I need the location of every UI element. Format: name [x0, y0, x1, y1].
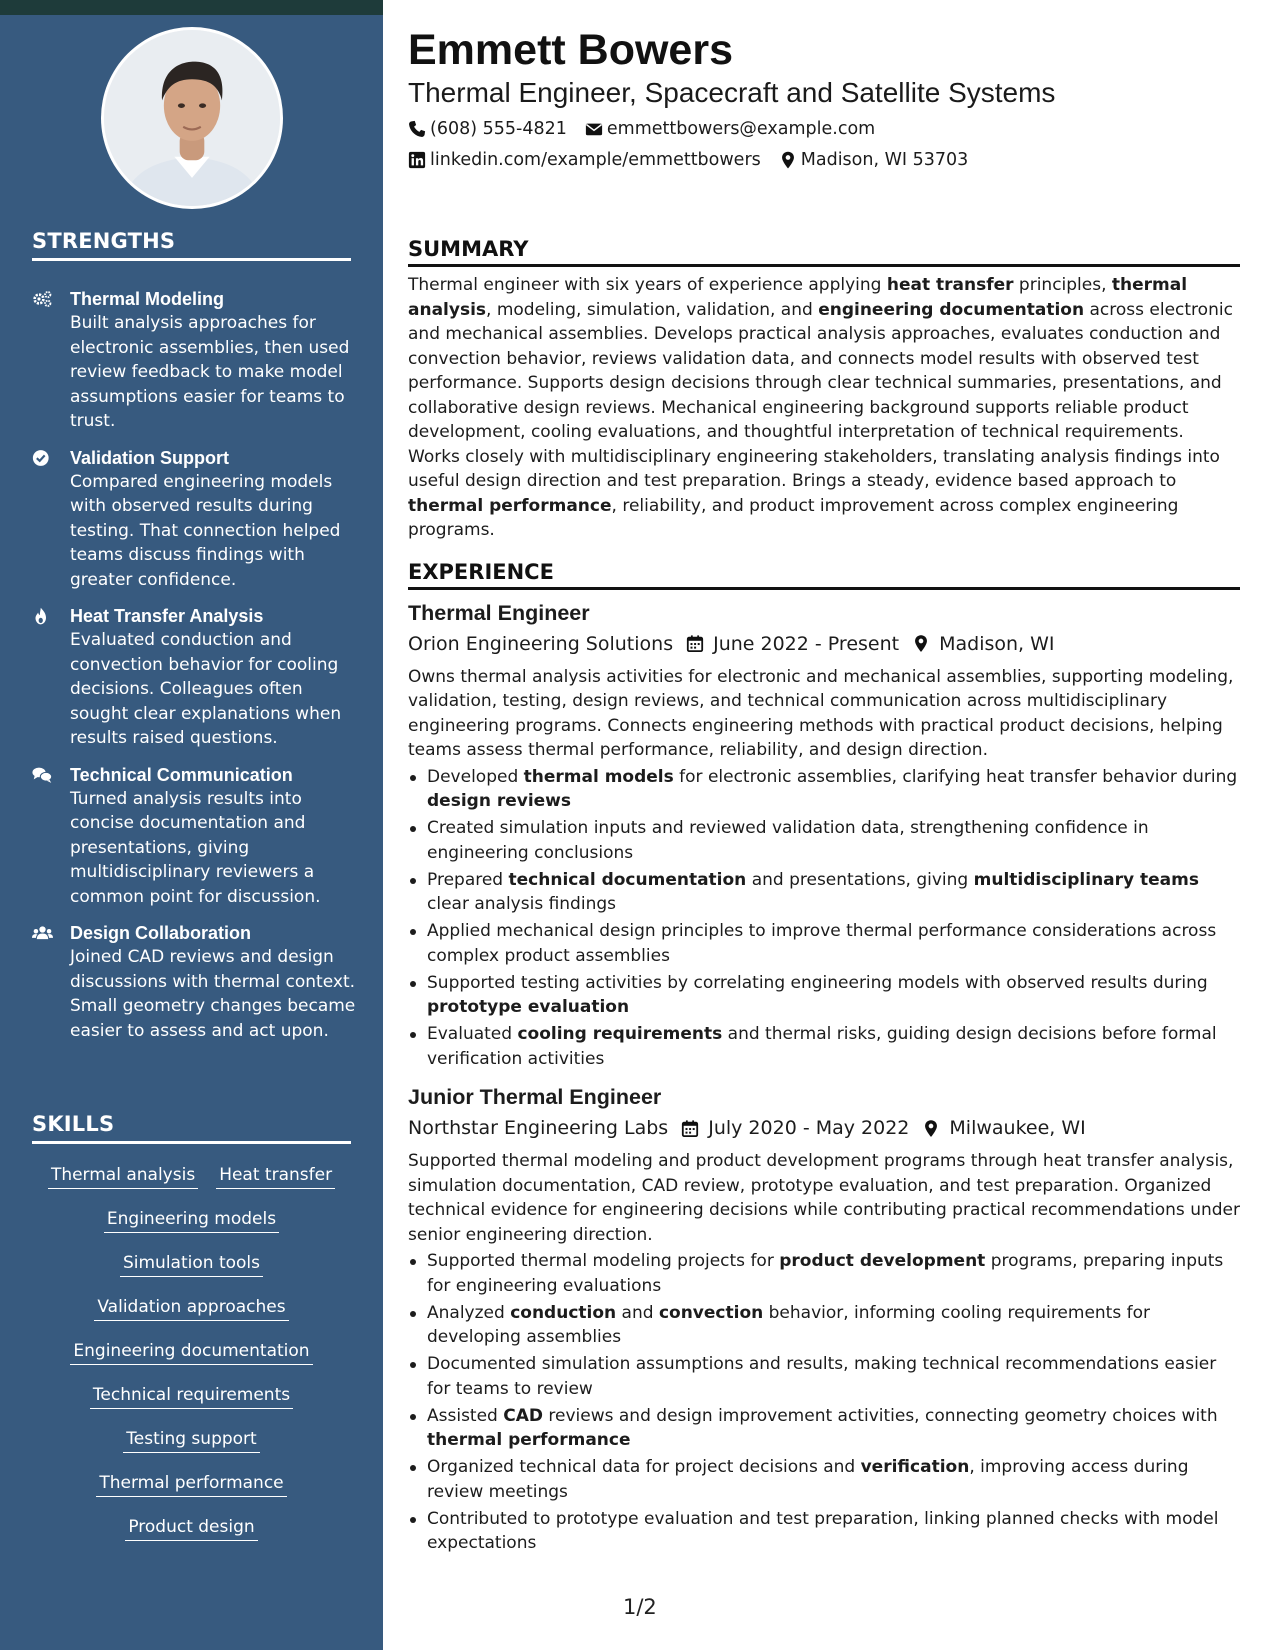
skill-tag: Engineering models — [104, 1207, 279, 1233]
candidate-title: Thermal Engineer, Spacecraft and Satellite Systems — [408, 77, 1056, 108]
skill-tag: Product design — [125, 1515, 257, 1541]
calendar-icon — [686, 634, 704, 653]
page-number: 1/2 — [623, 1595, 657, 1619]
bullet-item — [408, 919, 1240, 968]
job-company: Northstar Engineering Labs — [408, 1117, 669, 1139]
contact-row-2 — [408, 148, 1240, 172]
job-company: Orion Engineering Solutions — [408, 632, 674, 655]
bullet-item — [408, 1352, 1240, 1401]
bold-text: thermal analysis — [408, 275, 1188, 320]
job-meta — [408, 1114, 1240, 1142]
flame-icon — [32, 604, 70, 751]
bold-text: design reviews — [427, 791, 572, 811]
text-run: Created simulation inputs and reviewed validation data, strengthening confidence in engineering conclusions — [427, 818, 1149, 863]
strength-item — [32, 287, 357, 434]
contact-location: Madison, WI 53703 — [779, 148, 969, 172]
job-title: Thermal Engineer — [408, 600, 590, 625]
text-run: programs, preparing inputs for engineering evaluations — [427, 1251, 1224, 1296]
text-run: clear analysis findings — [427, 894, 616, 914]
contact-phone[interactable]: (608) 555-4821 — [408, 117, 567, 141]
map-pin-icon — [922, 1119, 940, 1138]
text-run: Assisted — [427, 1405, 504, 1426]
text-run: and thermal risks, guiding design decisions before formal verification activities — [427, 1024, 1217, 1069]
text-run: , improving access during review meetings — [427, 1457, 1189, 1502]
bullet-item — [408, 1301, 1240, 1350]
calendar-icon — [681, 1119, 699, 1138]
text-run: , modeling, simulation, validation, and — [486, 299, 819, 320]
text-run: Supported testing activities by correlating engineering models with observed results during — [427, 972, 1208, 993]
job-description: Supported thermal modeling and product development programs through heat transfer analysis, simulation documentation, CAD review, prototype evaluation, and test preparation. Organized technical evidence for engineering decisions while contributing practical recommendations under senior engineering direction. — [408, 1151, 1240, 1245]
bold-text: technical documentation — [508, 869, 747, 890]
text-run: Analyzed — [427, 1302, 511, 1323]
portrait-image — [104, 30, 280, 206]
text-run: for electronic assemblies, clarifying heat transfer behavior during — [673, 766, 1238, 787]
summary-text — [408, 273, 1240, 543]
skills-heading: SKILLS — [32, 1112, 351, 1144]
bold-text: heat transfer — [886, 275, 1014, 295]
text-run: across electronic and mechanical assemblies. Develops practical analysis approaches, evaluates conduction and convection behavior, reviews validation data, and connects model results with observed test performance. Supports design decisions through clear technical summaries, presentations, and collaborative design reviews. Mechanical engineering background supports reliable product development, cooling evaluations, and thoughtful interpretation of technical requirements. Works closely with multidisciplinary engineering stakeholders, translating analysis findings into useful design direction and test preparation. Brings a steady, evidence based approach to — [408, 299, 1233, 491]
strength-title: Heat Transfer Analysis — [70, 606, 264, 626]
text-run: principles, — [1013, 275, 1112, 295]
skill-tag: Technical requirements — [90, 1383, 293, 1409]
bullet-item — [408, 1404, 1240, 1453]
contact-linkedin[interactable]: linkedin.com/example/emmettbowers — [408, 148, 761, 172]
bullet-item — [408, 1249, 1240, 1298]
strengths-list — [32, 287, 357, 1055]
strength-item — [32, 604, 357, 751]
skill-tag: Validation approaches — [94, 1295, 288, 1321]
skill-tag: Engineering documentation — [70, 1339, 312, 1365]
strength-desc: Built analysis approaches for electronic assemblies, then used review feedback to make model assumptions easier for teams to trust. — [70, 313, 350, 431]
skill-tag: Thermal analysis — [48, 1163, 198, 1189]
text-run: Evaluated — [427, 1024, 518, 1044]
bullet-item — [408, 1455, 1240, 1504]
strength-item — [32, 763, 357, 910]
text-run: , reliability, and product improvement across complex engineering programs. — [408, 495, 1179, 540]
phone-icon — [408, 120, 426, 138]
gears-icon — [32, 287, 70, 434]
job-location: Milwaukee, WI — [949, 1117, 1086, 1139]
text-run: and — [616, 1302, 659, 1323]
strength-item — [32, 446, 357, 593]
users-icon — [32, 921, 70, 1043]
envelope-icon — [585, 120, 603, 138]
bold-text: prototype evaluation — [427, 997, 630, 1017]
bullet-item — [408, 1022, 1240, 1071]
text-run: Contributed to prototype evaluation and test preparation, linking planned checks with model expectations — [427, 1508, 1219, 1553]
check-circle-icon — [32, 446, 70, 593]
bullet-item — [408, 765, 1240, 814]
contact-row-1 — [408, 117, 1240, 141]
strength-title: Thermal Modeling — [70, 289, 225, 309]
strength-title: Technical Communication — [70, 764, 293, 785]
strengths-heading: STRENGTHS — [32, 229, 351, 261]
job-entry — [408, 599, 1240, 1072]
bold-text: thermal models — [523, 766, 674, 787]
text-run: Supported thermal modeling projects for — [427, 1251, 780, 1271]
skills-list — [32, 1163, 351, 1541]
sidebar — [0, 15, 383, 1650]
bullet-item — [408, 971, 1240, 1020]
summary-heading: SUMMARY — [408, 235, 1240, 267]
text-run: behavior, informing cooling requirements for developing assemblies — [427, 1302, 1150, 1347]
bold-text: thermal performance — [408, 495, 612, 516]
text-run: Applied mechanical design principles to improve thermal performance considerations across complex product assemblies — [427, 921, 1217, 966]
bullet-item — [408, 816, 1240, 865]
comments-icon — [32, 763, 70, 910]
text-run: Thermal engineer with six years of experience applying — [408, 275, 887, 295]
text-run: Prepared — [427, 869, 509, 890]
strength-desc: Joined CAD reviews and design discussions with thermal context. Small geometry changes became easier to assess and act upon. — [70, 947, 356, 1041]
job-meta — [408, 630, 1240, 658]
job-bullets — [408, 1249, 1240, 1556]
job-title: Junior Thermal Engineer — [408, 1085, 662, 1109]
skill-tag: Simulation tools — [120, 1251, 263, 1277]
experience-heading: EXPERIENCE — [408, 558, 1240, 590]
profile-photo — [101, 27, 283, 209]
bullet-item — [408, 1507, 1240, 1556]
strength-desc: Compared engineering models with observed results during testing. That connection helped teams discuss findings with greater confidence. — [70, 471, 341, 590]
bold-text: product development — [779, 1251, 986, 1271]
job-entry — [408, 1083, 1240, 1556]
strength-title: Design Collaboration — [70, 923, 252, 943]
skill-tag: Testing support — [123, 1427, 259, 1453]
map-pin-icon — [912, 634, 930, 653]
strength-item — [32, 921, 357, 1043]
job-dates: July 2020 - May 2022 — [708, 1117, 910, 1139]
bold-text: CAD — [503, 1405, 543, 1426]
strength-title: Validation Support — [70, 447, 230, 468]
text-run: Documented simulation assumptions and results, making technical recommendations easier for teams to review — [427, 1354, 1217, 1399]
job-location: Madison, WI — [939, 632, 1055, 655]
bold-text: engineering documentation — [818, 299, 1085, 320]
skill-tag: Heat transfer — [216, 1163, 335, 1189]
job-bullets — [408, 765, 1240, 1072]
bold-text: cooling requirements — [517, 1024, 723, 1044]
skill-tag: Thermal performance — [96, 1471, 286, 1497]
text-run: and presentations, giving — [746, 869, 974, 890]
bold-text: multidisciplinary teams — [973, 869, 1199, 890]
job-description: Owns thermal analysis activities for electronic and mechanical assemblies, supporting modeling, validation, testing, design reviews, and technical communication across multidisciplinary engineering programs. Connects engineering methods with practical product decisions, helping teams assess thermal performance, reliability, and design direction. — [408, 666, 1234, 760]
contact-email[interactable]: emmettbowers@example.com — [585, 117, 875, 141]
linkedin-icon — [408, 151, 426, 169]
main-content — [408, 15, 1240, 1558]
text-run: Developed — [427, 766, 524, 787]
bold-text: conduction — [510, 1302, 617, 1323]
bold-text: convection — [658, 1302, 764, 1323]
strength-desc: Evaluated conduction and convection behavior for cooling decisions. Colleagues often sought clear explanations when results raised questions. — [70, 630, 342, 748]
sidebar-top-bar — [0, 0, 383, 15]
job-dates: June 2022 - Present — [713, 632, 900, 655]
bullet-item — [408, 868, 1240, 917]
bold-text: verification — [860, 1457, 970, 1477]
map-pin-icon — [779, 151, 797, 169]
strength-desc: Turned analysis results into concise documentation and presentations, giving multidisciplinary reviewers a common point for discussion. — [70, 788, 321, 907]
candidate-name: Emmett Bowers — [408, 26, 733, 74]
bold-text: thermal performance — [427, 1430, 631, 1450]
text-run: Organized technical data for project decisions and — [427, 1457, 861, 1477]
text-run: reviews and design improvement activities, connecting geometry choices with — [543, 1405, 1218, 1426]
